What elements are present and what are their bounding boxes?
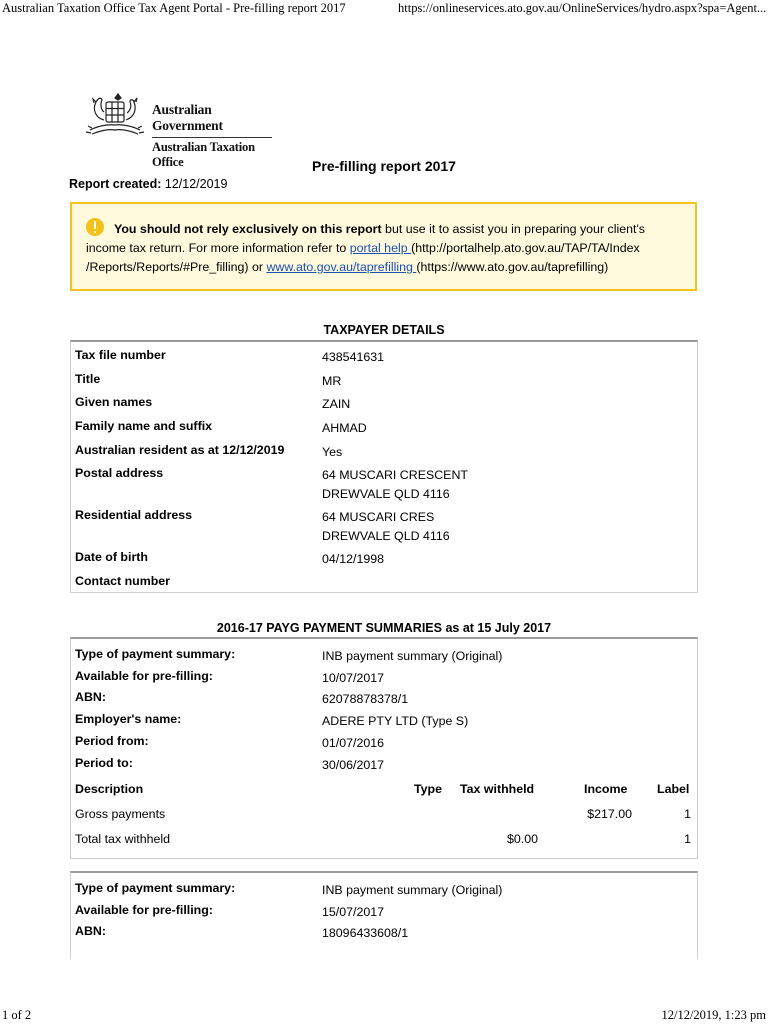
report-created-value: 12/12/2019 [164,177,228,191]
field-label: Australian resident as at 12/12/2019 [75,443,285,457]
field-value: AHMAD [322,421,367,435]
taxpayer-details-title: TAXPAYER DETAILS [323,323,445,337]
notice-text-2: or [248,260,267,274]
field-value: Yes [322,445,343,459]
payg-summaries-title: 2016-17 PAYG PAYMENT SUMMARIES as at 15 July 2017 [216,621,552,635]
col-header-description: Description [75,782,144,796]
field-value: 10/07/2017 [322,671,385,685]
field-label: Contact number [75,574,170,588]
payment-summary-1 [70,637,698,859]
field-value: 18096433608/1 [322,926,409,940]
cell-label: 1 [684,832,691,846]
notice-text-1: but use it to assist you in preparing your client's income tax return. For more information refer to [86,222,646,255]
col-header-label: Label [657,782,690,796]
field-value: 62078878378/1 [322,692,409,706]
field-label: ABN: [75,690,106,704]
col-header-income: Income [584,782,628,796]
field-label: Date of birth [75,550,148,564]
cell-label: 1 [684,807,691,821]
cell-description: Gross payments [75,807,166,821]
field-label: Type of payment summary: [75,647,236,661]
print-footer [0,1008,768,1024]
field-value: 15/07/2017 [322,905,385,919]
report-created [69,177,227,191]
reliance-notice [70,202,697,291]
print-header [0,0,768,22]
portal-help-url: (http://portalhelp.ato.gov.au/TAP/TA/Index /Reports/Reports/#Pre_filling) [86,241,640,274]
field-value: 04/12/1998 [322,552,385,566]
logo-line-ato: Australian Taxation Office [152,140,255,169]
ato-taprefilling-link[interactable]: www.ato.gov.au/taprefilling [266,260,417,274]
cell-income: $217.00 [587,807,632,821]
warning-icon [86,218,104,236]
ato-taprefilling-url: (https://www.ato.gov.au/taprefilling) [416,260,609,274]
field-value: MR [322,374,342,388]
report-title: Pre-filling report 2017 [312,158,456,174]
logo-divider [152,137,272,138]
australian-government-logo [82,90,282,169]
cell-tax-withheld: $0.00 [506,832,538,846]
field-label: Available for pre-filling: [75,903,213,917]
cell-description: Total tax withheld [75,832,171,846]
field-value: 30/06/2017 [322,758,385,772]
col-header-type: Type [414,782,442,796]
field-label: Period from: [75,734,149,748]
taxpayer-details-panel [70,340,698,593]
print-datetime: 12/12/2019, 1:23 pm [661,1008,766,1022]
field-label: Tax file number [75,348,166,362]
print-page-title: Australian Taxation Office Tax Agent Portal - Pre-filling report 2017 [2,1,346,15]
field-label: Title [75,372,101,386]
field-value: 64 MUSCARI CRES DREWVALE QLD 4116 [322,510,450,543]
field-value: INB payment summary (Original) [322,649,503,663]
portal-help-link[interactable]: portal help [349,241,412,255]
field-value: INB payment summary (Original) [322,883,503,897]
coat-of-arms-icon [82,90,148,142]
field-label: Period to: [75,756,133,770]
field-value: ADERE PTY LTD (Type S) [322,714,469,728]
field-value: 438541631 [322,350,385,364]
logo-line-government: Australian Government [152,102,223,133]
field-label: Type of payment summary: [75,881,236,895]
field-value: 01/07/2016 [322,736,385,750]
field-value: 64 MUSCARI CRESCENT DREWVALE QLD 4116 [322,468,468,501]
field-label: Available for pre-filling: [75,669,213,683]
payment-summary-2 [70,871,698,959]
field-label: ABN: [75,924,106,938]
field-label: Family name and suffix [75,419,213,433]
field-label: Postal address [75,466,164,480]
field-label: Employer's name: [75,712,182,726]
field-value: ZAIN [322,397,351,411]
page-number: 1 of 2 [2,1008,32,1022]
notice-bold-text: You should not rely exclusively on this report [114,222,382,236]
print-url: https://onlineservices.ato.gov.au/OnlineServices/hydro.aspx?spa=Agent... [398,1,766,15]
field-label: Residential address [75,508,193,522]
report-created-label: Report created: [69,177,162,191]
field-label: Given names [75,395,153,409]
col-header-tax-withheld: Tax withheld [460,782,535,796]
